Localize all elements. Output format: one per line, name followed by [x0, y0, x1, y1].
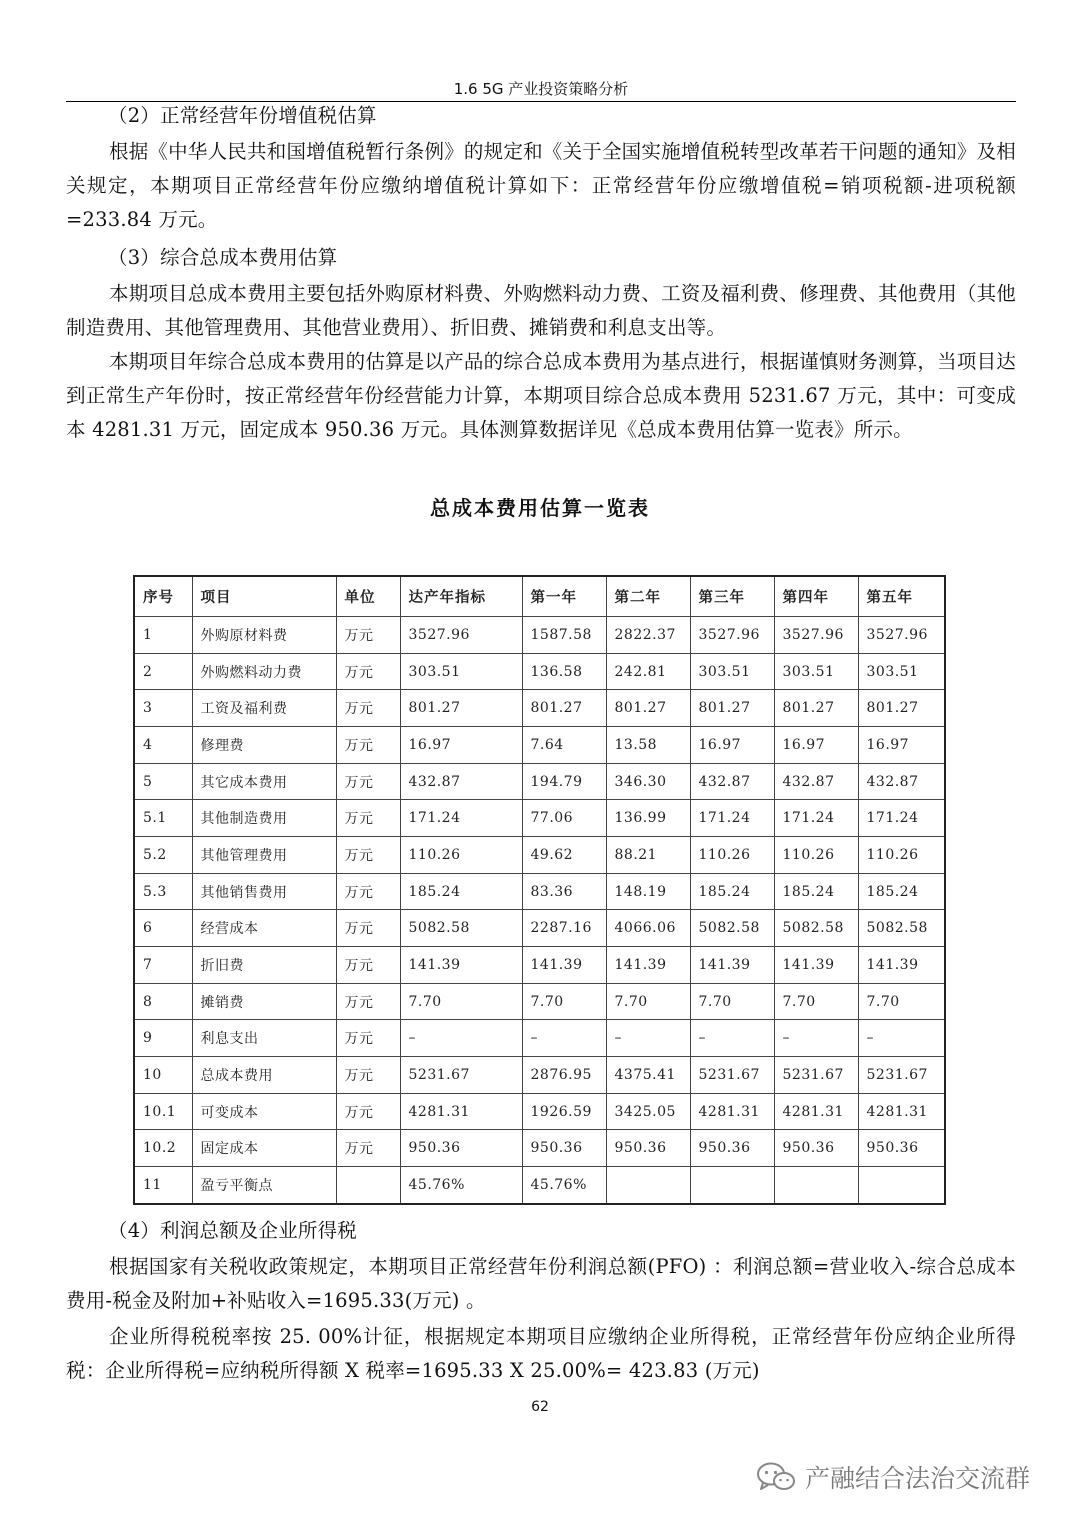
table-cell: 5231.67: [858, 1057, 945, 1094]
table-cell: 3527.96: [774, 617, 858, 654]
table-cell: [858, 1167, 945, 1204]
table-body: [134, 617, 945, 1205]
table-cell: 万元: [336, 983, 400, 1020]
table-cell: 5231.67: [690, 1057, 774, 1094]
table-cell: 171.24: [858, 800, 945, 837]
table-cell: [336, 1167, 400, 1204]
table-cell: 16.97: [858, 727, 945, 764]
table-cell: 194.79: [522, 763, 606, 800]
table-cell: 利息支出: [192, 1020, 336, 1057]
table-cell: 7.70: [400, 983, 522, 1020]
table-cell: 盈亏平衡点: [192, 1167, 336, 1204]
watermark-text: 产融结合法治交流群: [805, 1464, 1031, 1493]
watermark: [755, 1455, 1030, 1499]
wechat-icon: [755, 1460, 797, 1494]
table-cell: [774, 1167, 858, 1204]
table-cell: 3: [134, 690, 192, 727]
table-cell: 1: [134, 617, 192, 654]
table-cell: 432.87: [400, 763, 522, 800]
table-row: [134, 1167, 945, 1204]
table-cell: –: [774, 1020, 858, 1057]
table-cell: 其他管理费用: [192, 837, 336, 874]
table-cell: –: [606, 1020, 690, 1057]
table-cell: 45.76%: [400, 1167, 522, 1204]
table-cell: 136.99: [606, 800, 690, 837]
cost-section-heading: （3）综合总成本费用估算: [108, 246, 338, 269]
table-cell: –: [690, 1020, 774, 1057]
table-cell: 万元: [336, 873, 400, 910]
table-cell: 141.39: [522, 947, 606, 984]
table-cell: 16.97: [400, 727, 522, 764]
table-cell: 10: [134, 1057, 192, 1094]
table-cell: 11: [134, 1167, 192, 1204]
table-cell: 10.2: [134, 1130, 192, 1167]
table-cell: 5082.58: [690, 910, 774, 947]
table-cell: 5082.58: [858, 910, 945, 947]
table-cell: 万元: [336, 910, 400, 947]
table-cell: 7.70: [690, 983, 774, 1020]
table-row: [134, 763, 945, 800]
table-cell: 3527.96: [690, 617, 774, 654]
table-row: [134, 1057, 945, 1094]
table-cell: 其他销售费用: [192, 873, 336, 910]
table-cell: 801.27: [522, 690, 606, 727]
table-cell: 141.39: [606, 947, 690, 984]
table-cell: 外购燃料动力费: [192, 653, 336, 690]
table-cell: 万元: [336, 1093, 400, 1130]
table-cell: 7.70: [522, 983, 606, 1020]
table-cell: 2: [134, 653, 192, 690]
table-cell: 432.87: [774, 763, 858, 800]
table-cell: 5231.67: [400, 1057, 522, 1094]
table-cell: 950.36: [858, 1130, 945, 1167]
table-cell: 4066.06: [606, 910, 690, 947]
table-cell: 总成本费用: [192, 1057, 336, 1094]
profit-section-heading: （4）利润总额及企业所得税: [108, 1219, 358, 1242]
cost-paragraph-1: 本期项目总成本费用主要包括外购原材料费、外购燃料动力费、工资及福利费、修理费、其他费用（其他制造费用、其他管理费用、其他营业费用）、折旧费、摊销费和利息支出等。: [66, 282, 1016, 339]
table-cell: 万元: [336, 837, 400, 874]
table-cell: 801.27: [690, 690, 774, 727]
table-cell: 432.87: [690, 763, 774, 800]
table-row: [134, 617, 945, 654]
table-row: [134, 983, 945, 1020]
table-cell: 万元: [336, 1057, 400, 1094]
header-cell: 第二年: [606, 576, 690, 617]
header-cell: 达产年指标: [400, 576, 522, 617]
table-cell: 950.36: [522, 1130, 606, 1167]
header-cell: 第四年: [774, 576, 858, 617]
table-row: [134, 800, 945, 837]
table-cell: [690, 1167, 774, 1204]
table-cell: 4281.31: [774, 1093, 858, 1130]
table-cell: 110.26: [400, 837, 522, 874]
table-cell: 136.58: [522, 653, 606, 690]
cost-estimate-table: [133, 575, 946, 1205]
table-cell: 摊销费: [192, 983, 336, 1020]
table-cell: 141.39: [774, 947, 858, 984]
table-cell: 950.36: [690, 1130, 774, 1167]
table-cell: –: [400, 1020, 522, 1057]
table-cell: 13.58: [606, 727, 690, 764]
table-cell: [606, 1167, 690, 1204]
table-title: 总成本费用估算一览表: [430, 496, 650, 520]
table-cell: 16.97: [690, 727, 774, 764]
table-cell: 303.51: [690, 653, 774, 690]
table-cell: 16.97: [774, 727, 858, 764]
table-cell: 303.51: [774, 653, 858, 690]
table-row: [134, 690, 945, 727]
table-cell: 7.64: [522, 727, 606, 764]
table-cell: 5231.67: [774, 1057, 858, 1094]
table-row: [134, 653, 945, 690]
table-cell: 185.24: [690, 873, 774, 910]
profit-paragraph-2: 企业所得税税率按 25. 00%计征，根据规定本期项目应缴纳企业所得税，正常经营年份应纳企业所得税：企业所得税=应纳税所得额 X 税率=1695.33 X 25.00%= 423.83 (万元): [66, 1325, 1016, 1382]
table-cell: 其他制造费用: [192, 800, 336, 837]
header-cell: 序号: [134, 576, 192, 617]
header-cell: 项目: [192, 576, 336, 617]
table-cell: 1587.58: [522, 617, 606, 654]
table-cell: –: [522, 1020, 606, 1057]
header-cell: 第三年: [690, 576, 774, 617]
table-cell: 万元: [336, 763, 400, 800]
table-cell: 6: [134, 910, 192, 947]
table-cell: 141.39: [400, 947, 522, 984]
table-cell: 950.36: [774, 1130, 858, 1167]
table-cell: 7: [134, 947, 192, 984]
table-cell: 4281.31: [400, 1093, 522, 1130]
vat-paragraph: 根据《中华人民共和国增值税暂行条例》的规定和《关于全国实施增值税转型改革若干问题的通知》及相关规定，本期项目正常经营年份应缴纳增值税计算如下：正常经营年份应缴增值税=销项税额-进项税额=233.84 万元。: [66, 140, 1016, 231]
table-cell: 7.70: [606, 983, 690, 1020]
table-cell: 801.27: [858, 690, 945, 727]
table-cell: 4281.31: [858, 1093, 945, 1130]
table-row: [134, 837, 945, 874]
table-cell: 万元: [336, 690, 400, 727]
table-cell: 5.1: [134, 800, 192, 837]
table-header-row: [134, 576, 945, 617]
table-cell: 9: [134, 1020, 192, 1057]
table-cell: 万元: [336, 1130, 400, 1167]
table-row: [134, 727, 945, 764]
table-row: [134, 1020, 945, 1057]
table-cell: 可变成本: [192, 1093, 336, 1130]
table-cell: 4281.31: [690, 1093, 774, 1130]
table-cell: 5082.58: [774, 910, 858, 947]
table-cell: 其它成本费用: [192, 763, 336, 800]
table-cell: 110.26: [690, 837, 774, 874]
table-cell: 432.87: [858, 763, 945, 800]
table-cell: 经营成本: [192, 910, 336, 947]
table-cell: 2287.16: [522, 910, 606, 947]
table-cell: 折旧费: [192, 947, 336, 984]
table-cell: 8: [134, 983, 192, 1020]
table-cell: 万元: [336, 617, 400, 654]
table-cell: 3425.05: [606, 1093, 690, 1130]
table-cell: 110.26: [858, 837, 945, 874]
table-cell: 2822.37: [606, 617, 690, 654]
table-cell: 1926.59: [522, 1093, 606, 1130]
table-cell: 801.27: [774, 690, 858, 727]
table-cell: 万元: [336, 653, 400, 690]
table-cell: 801.27: [400, 690, 522, 727]
table-cell: 185.24: [858, 873, 945, 910]
table-cell: 303.51: [858, 653, 945, 690]
table-cell: 171.24: [400, 800, 522, 837]
table-cell: 303.51: [400, 653, 522, 690]
table-row: [134, 873, 945, 910]
profit-paragraph-1: 根据国家有关税收政策规定，本期项目正常经营年份利润总额(PFO) ：利润总额=营业收入-综合总成本费用-税金及附加+补贴收入=1695.33(万元) 。: [66, 1255, 1016, 1312]
table-cell: 5082.58: [400, 910, 522, 947]
table-cell: 950.36: [606, 1130, 690, 1167]
table-cell: 修理费: [192, 727, 336, 764]
table-cell: 141.39: [858, 947, 945, 984]
page-number: 62: [531, 1399, 549, 1415]
table-cell: 万元: [336, 800, 400, 837]
table-cell: 88.21: [606, 837, 690, 874]
table-cell: 148.19: [606, 873, 690, 910]
table-cell: 4: [134, 727, 192, 764]
table-cell: 3527.96: [858, 617, 945, 654]
table-cell: 外购原材料费: [192, 617, 336, 654]
table-cell: 801.27: [606, 690, 690, 727]
table-cell: 49.62: [522, 837, 606, 874]
table-cell: 77.06: [522, 800, 606, 837]
table-cell: 346.30: [606, 763, 690, 800]
table-cell: 2876.95: [522, 1057, 606, 1094]
header-cell: 单位: [336, 576, 400, 617]
cost-paragraph-2: 本期项目年综合总成本费用的估算是以产品的综合总成本费用为基点进行，根据谨慎财务测算，当项目达到正常生产年份时，按正常经营年份经营能力计算，本期项目综合总成本费用 5231.67 万元，其中：可变成本 4281.31 万元，固定成本 950.36 万元。具体测算数据详见《总成本费用估算一览表》所示。: [66, 350, 1016, 441]
table-cell: 7.70: [774, 983, 858, 1020]
header-cell: 第一年: [522, 576, 606, 617]
table-row: [134, 910, 945, 947]
table-cell: 45.76%: [522, 1167, 606, 1204]
vat-section-heading: （2）正常经营年份增值税估算: [108, 104, 377, 127]
table-cell: 3527.96: [400, 617, 522, 654]
table-cell: 110.26: [774, 837, 858, 874]
table-cell: 10.1: [134, 1093, 192, 1130]
table-cell: 185.24: [400, 873, 522, 910]
table-cell: 4375.41: [606, 1057, 690, 1094]
table-cell: 141.39: [690, 947, 774, 984]
table-cell: 固定成本: [192, 1130, 336, 1167]
table-cell: 5.3: [134, 873, 192, 910]
table-cell: 185.24: [774, 873, 858, 910]
table-cell: 7.70: [858, 983, 945, 1020]
table-cell: 万元: [336, 1020, 400, 1057]
table-cell: 171.24: [690, 800, 774, 837]
table-cell: –: [858, 1020, 945, 1057]
header-cell: 第五年: [858, 576, 945, 617]
table-row: [134, 947, 945, 984]
table-cell: 万元: [336, 727, 400, 764]
table-cell: 5.2: [134, 837, 192, 874]
table-cell: 242.81: [606, 653, 690, 690]
table-cell: 工资及福利费: [192, 690, 336, 727]
table-cell: 万元: [336, 947, 400, 984]
page-header-title: 1.6 5G 产业投资策略分析: [453, 80, 629, 98]
table-row: [134, 1093, 945, 1130]
table-row: [134, 1130, 945, 1167]
table-cell: 83.36: [522, 873, 606, 910]
table-cell: 950.36: [400, 1130, 522, 1167]
table-cell: 171.24: [774, 800, 858, 837]
table-cell: 5: [134, 763, 192, 800]
